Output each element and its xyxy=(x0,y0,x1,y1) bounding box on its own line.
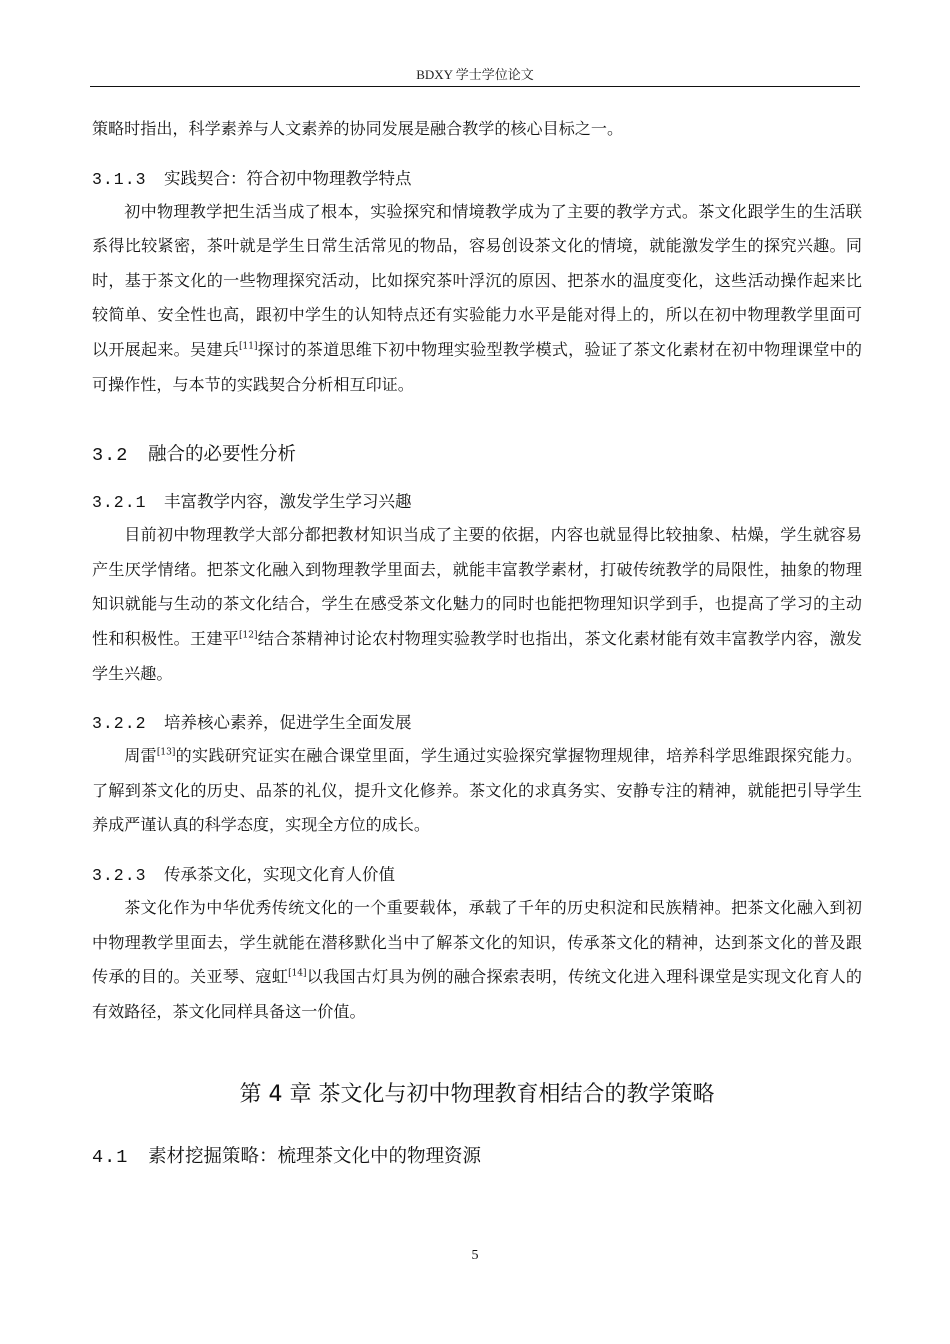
citation-marker: [12] xyxy=(239,630,258,641)
paragraph-text: 以我国古灯具为例的融合探索表明，传统文化进入理科课堂是实现文化育人的有效路径，茶文化同样具备这一价值。 xyxy=(92,967,863,1021)
body-paragraph xyxy=(92,518,862,691)
section-title: 丰富教学内容，激发学生学习兴趣 xyxy=(164,492,412,512)
section-heading-3-2 xyxy=(92,440,862,466)
section-title: 融合的必要性分析 xyxy=(148,444,297,466)
paragraph-text: 结合茶精神讨论农村物理实验教学时也指出，茶文化素材能有效丰富教学内容，激发学生兴趣。 xyxy=(92,628,863,683)
section-heading-3-2-2 xyxy=(92,709,862,733)
header-rule xyxy=(90,86,860,87)
paragraph-text: 的实践研究证实在融合课堂里面，学生通过实验探究掌握物理规律，培养科学思维跟探究能力。了解到茶文化的历史、品茶的礼仪，提升文化修养。茶文化的求真务实、安静专注的精神，就能把引导学生养成严谨认真的科学态度，实现全方位的成长。 xyxy=(92,746,863,835)
paragraph-text: 目前初中物理教学大部分都把教材知识当成了主要的依据，内容也就显得比较抽象、枯燥，学生就容易产生厌学情绪。把茶文化融入到物理教学里面去，就能丰富教学素材，打破传统教学的局限性，抽象的物理知识就能与生动的茶文化结合，学生在感受茶文化魅力的同时也能把物理知识学到手，也提高了学习的主动性和积极性。王建平 xyxy=(92,525,862,648)
section-number: 3.2.3 xyxy=(92,865,147,885)
body-paragraph xyxy=(92,195,862,403)
section-title: 素材挖掘策略：梳理茶文化中的物理资源 xyxy=(148,1146,482,1168)
page-body xyxy=(92,112,862,1168)
intro-paragraph: 策略时指出，科学素养与人文素养的协同发展是融合教学的核心目标之一。 xyxy=(92,119,624,138)
body-paragraph xyxy=(92,891,862,1029)
section-heading-3-1-3 xyxy=(92,165,862,189)
citation-marker: [11] xyxy=(239,341,258,352)
running-header: BDXY 学士学位论文 xyxy=(416,67,534,82)
section-title: 实践契合：符合初中物理教学特点 xyxy=(164,168,412,188)
chapter-title: 第 4 章 茶文化与初中物理教育相结合的教学策略 xyxy=(239,1082,715,1108)
section-number: 3.2.2 xyxy=(92,714,147,734)
section-number: 3.1.3 xyxy=(92,169,147,189)
section-title: 培养核心素养，促进学生全面发展 xyxy=(164,713,412,733)
section-heading-3-2-1 xyxy=(92,488,862,512)
citation-marker: [13] xyxy=(156,747,176,758)
citation-marker: [14] xyxy=(288,968,307,979)
section-title: 传承茶文化，实现文化育人价值 xyxy=(164,864,395,884)
page-number: 5 xyxy=(471,1248,479,1263)
paragraph-text: 初中物理教学把生活当成了根本，实验探究和情境教学成为了主要的教学方式。茶文化跟学生的生活联系得比较紧密，茶叶就是学生日常生活常见的物品，容易创设茶文化的情境，就能激发学生的探究兴趣。同时，基于茶文化的一些物理探究活动，比如探究茶叶浮沉的原因、把茶水的温度变化，这些活动操作起来比较简单、安全性也高，跟初中学生的认知特点还有实验能力水平是能对得上的，所以在初中物理教学里面可以开展起来。吴建兵 xyxy=(92,201,862,359)
section-number: 3.2.1 xyxy=(92,493,147,513)
body-paragraph xyxy=(92,739,862,843)
paragraph-text: 探讨的茶道思维下初中物理实验型教学模式，验证了茶文化素材在初中物理课堂中的可操作性，与本节的实践契合分析相互印证。 xyxy=(92,339,863,394)
section-number: 3.2 xyxy=(92,445,129,467)
paragraph-text: 周雷 xyxy=(124,746,157,766)
section-heading-3-2-3 xyxy=(92,861,862,885)
section-heading-4-1 xyxy=(92,1142,862,1168)
paragraph-text: 茶文化作为中华优秀传统文化的一个重要载体，承载了千年的历史积淀和民族精神。把茶文化融入到初中物理教学里面去，学生就能在潜移默化当中了解茶文化的知识，传承茶文化的精神，达到茶文化的普及跟传承的目的。关亚琴、寇虹 xyxy=(92,897,862,987)
section-number: 4.1 xyxy=(92,1147,129,1169)
